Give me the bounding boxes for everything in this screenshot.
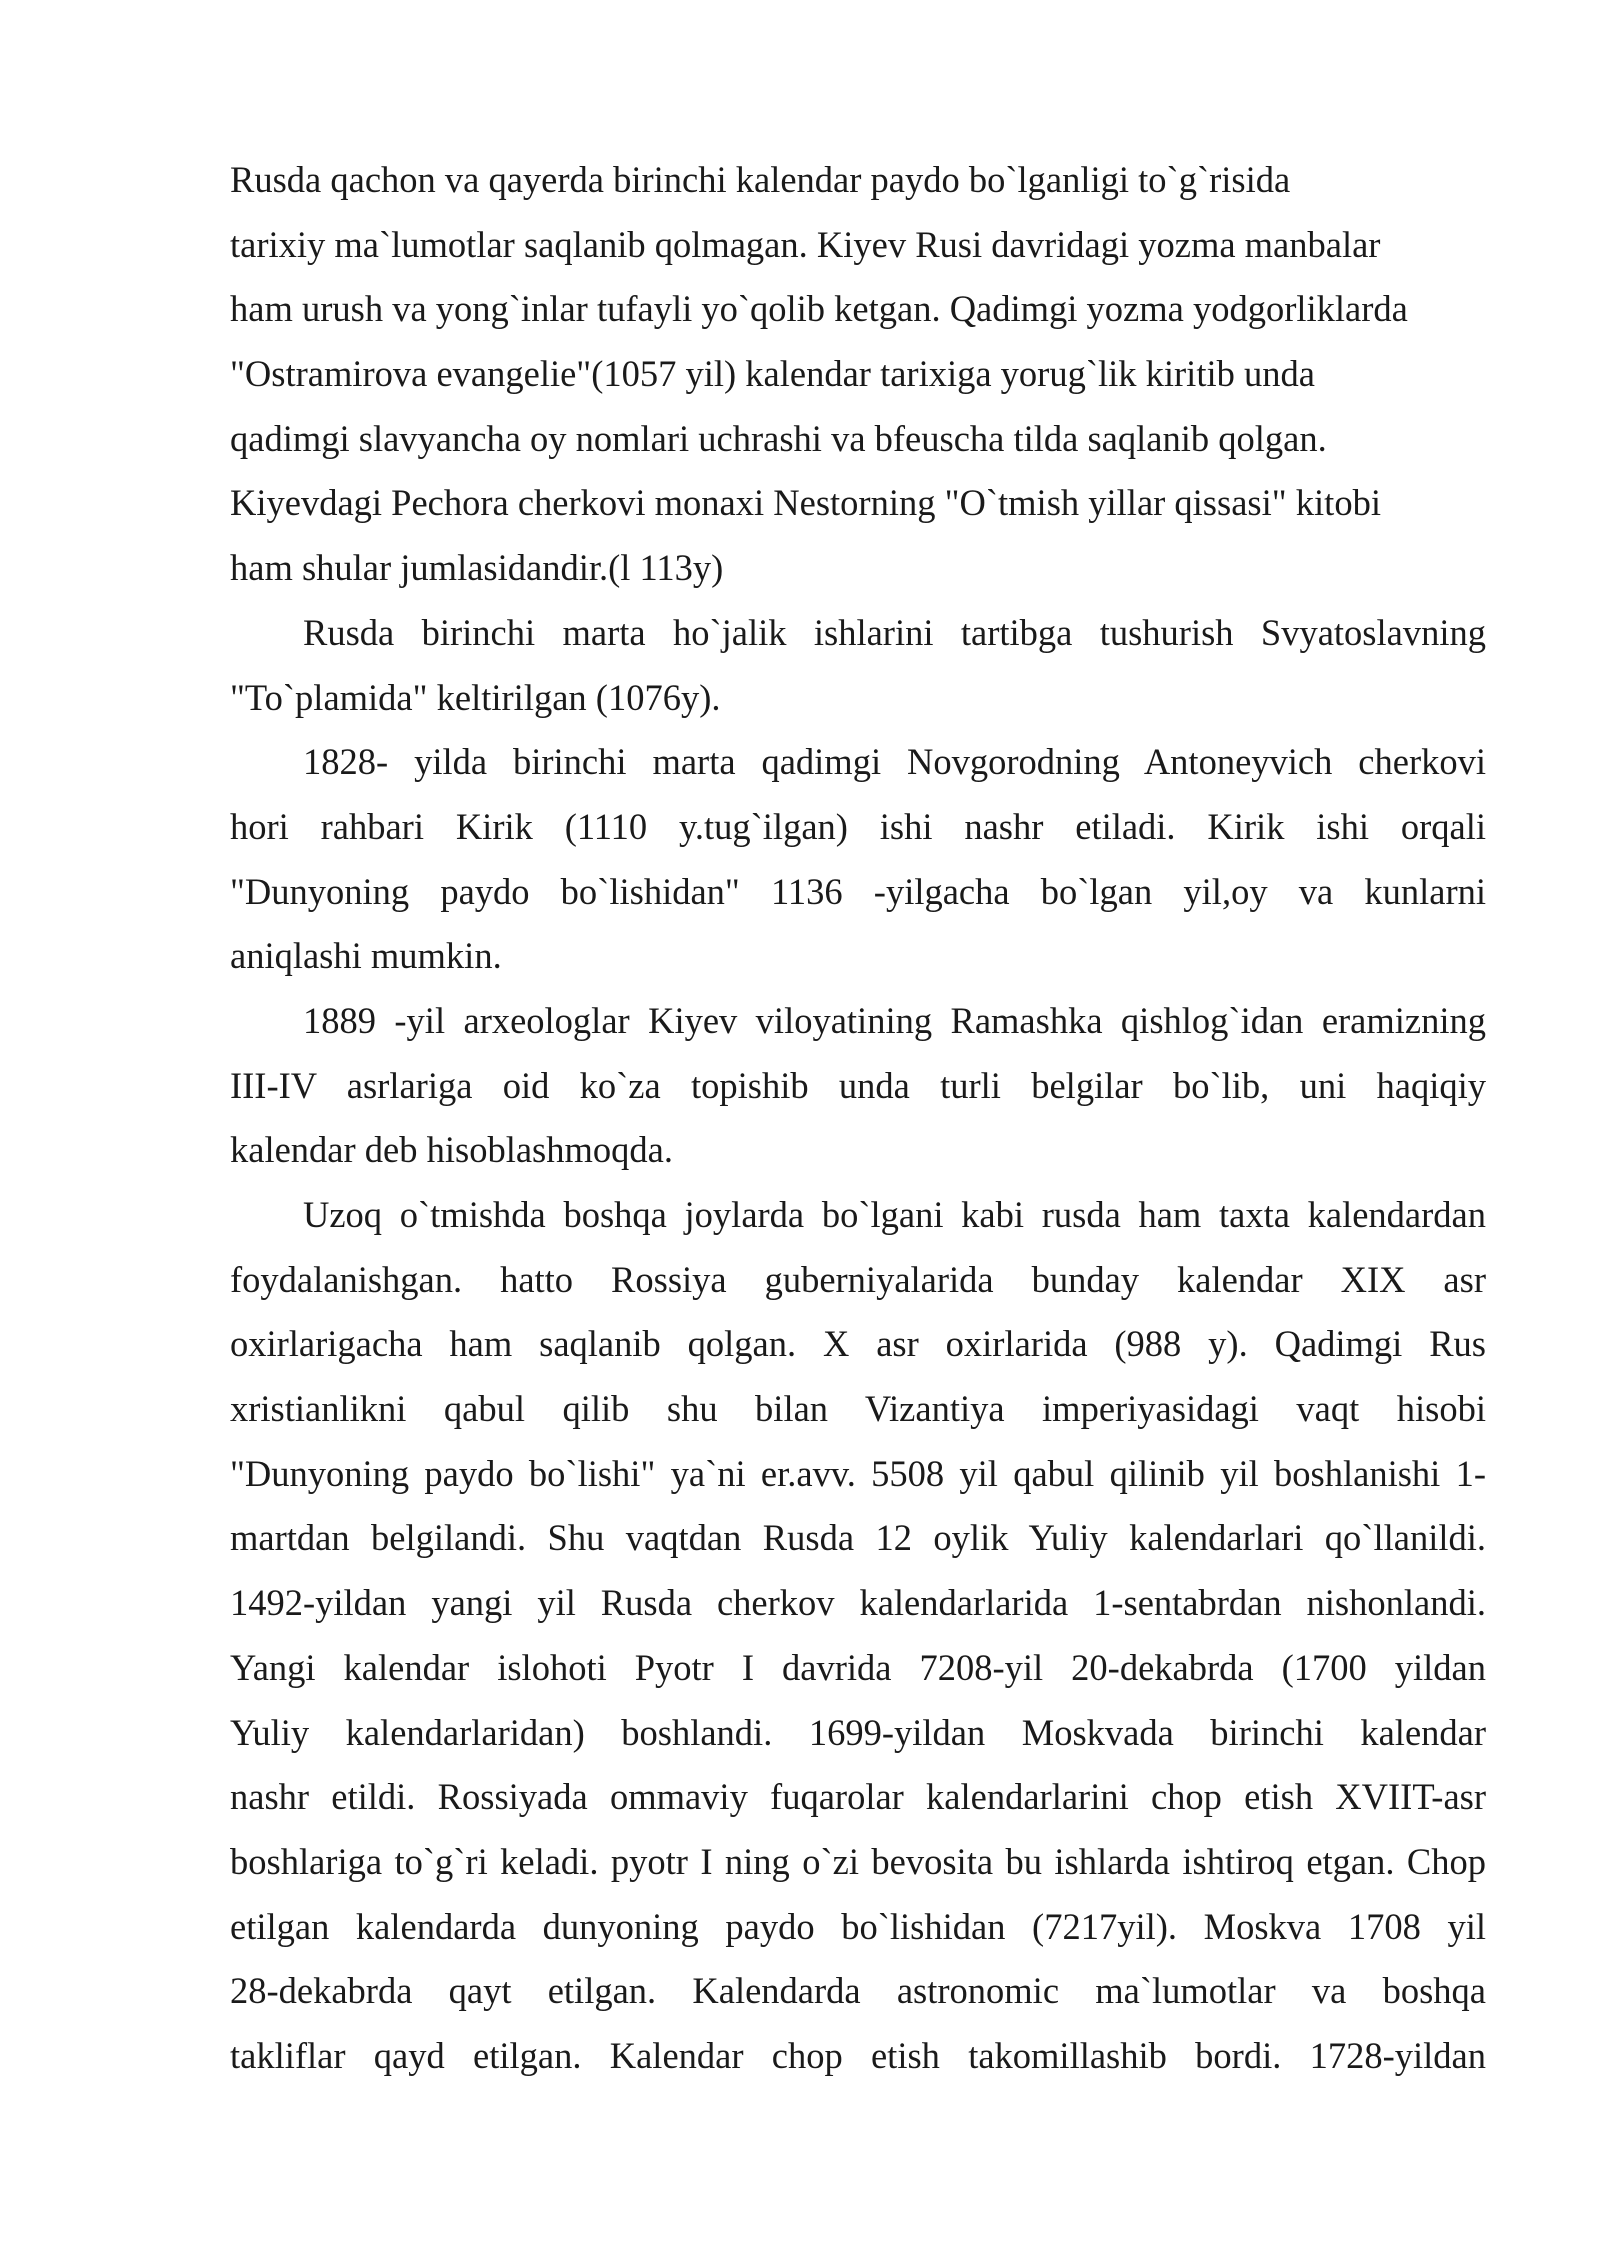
text-line: Yuliy kalendarlaridan) boshlandi. 1699-yildan Moskvada birinchi kalendar [230,1711,1486,1753]
text-line: Rusda birinchi marta ho`jalik ishlarini tartibga tushurish Svyatoslavning [303,611,1486,653]
text-line: hori rahbari Kirik (1110 y.tug`ilgan) ishi nashr etiladi. Kirik ishi orqali [230,805,1486,847]
text-line: qadimgi slavyancha oy nomlari uchrashi va bfeuscha tilda saqlanib qolgan. [230,417,1327,459]
text-line: ham urush va yong`inlar tufayli yo`qolib ketgan. Qadimgi yozma yodgorliklarda [230,288,1408,330]
text-line: Rusda qachon va qayerda birinchi kalendar paydo bo`lganligi to`g`risida [230,159,1291,200]
text-line: aniqlashi mumkin. [230,935,502,977]
text-line: tarixiy ma`lumotlar saqlanib qolmagan. Kiyev Rusi davridagi yozma manbalar [230,223,1381,265]
text-line: kalendar deb hisoblashmoqda. [230,1129,673,1171]
text-line: "Dunyoning paydo bo`lishi" ya`ni er.avv. 5508 yil qabul qilinib yil boshlanishi 1- [230,1452,1486,1494]
text-line: boshlariga to`g`ri keladi. pyotr I ning o`zi bevosita bu ishlarda ishtiroq etgan. Chop [230,1840,1486,1882]
text-line: 1828- yilda birinchi marta qadimgi Novgorodning Antoneyvich cherkovi [303,741,1486,783]
text-line: "To`plamida" keltirilgan (1076y). [230,676,721,718]
text-line: "Ostramirova evangelie"(1057 yil) kalendar tarixiga yorug`lik kiritib unda [230,353,1315,395]
text-line: xristianlikni qabul qilib shu bilan Vizantiya imperiyasidagi vaqt hisobi [230,1388,1486,1430]
text-line: ham shular jumlasidandir.(l 113y) [230,547,724,589]
text-line: takliflar qayd etilgan. Kalendar chop etish takomillashib bordi. 1728-yildan [230,2034,1486,2076]
document-body [230,148,1486,2089]
text-line: martdan belgilandi. Shu vaqtdan Rusda 12 oylik Yuliy kalendarlari qo`llanildi. [230,1517,1486,1559]
text-line: Uzoq o`tmishda boshqa joylarda bo`lgani kabi rusda ham taxta kalendardan [303,1194,1486,1235]
text-line: foydalanishgan. hatto Rossiya guberniyalarida bunday kalendar XIX asr [230,1258,1486,1300]
text-line: III-IV asrlariga oid ko`za topishib unda turli belgilar bo`lib, uni haqiqiy [230,1064,1486,1106]
text-line: oxirlarigacha ham saqlanib qolgan. X asr oxirlarida (988 y). Qadimgi Rus [230,1323,1486,1365]
text-line: "Dunyoning paydo bo`lishidan" 1136 -yilgacha bo`lgan yil,oy va kunlarni [230,870,1486,912]
text-line: Yangi kalendar islohoti Pyotr I davrida 7208-yil 20-dekabrda (1700 yildan [230,1646,1486,1688]
text-line: Kiyevdagi Pechora cherkovi monaxi Nestorning "O`tmish yillar qissasi" kitobi [230,482,1381,524]
text-line: 1889 -yil arxeologlar Kiyev viloyatining Ramashka qishlog`idan eramizning [303,999,1486,1041]
text-line: nashr etildi. Rossiyada ommaviy fuqarolar kalendarlarini chop etish XVIIT-asr [230,1776,1486,1818]
text-line: etilgan kalendarda dunyoning paydo bo`lishidan (7217yil). Moskva 1708 yil [230,1905,1486,1947]
text-line: 28-dekabrda qayt etilgan. Kalendarda astronomic ma`lumotlar va boshqa [230,1970,1486,2012]
text-line: 1492-yildan yangi yil Rusda cherkov kalendarlarida 1-sentabrdan nishonlandi. [230,1582,1486,1624]
